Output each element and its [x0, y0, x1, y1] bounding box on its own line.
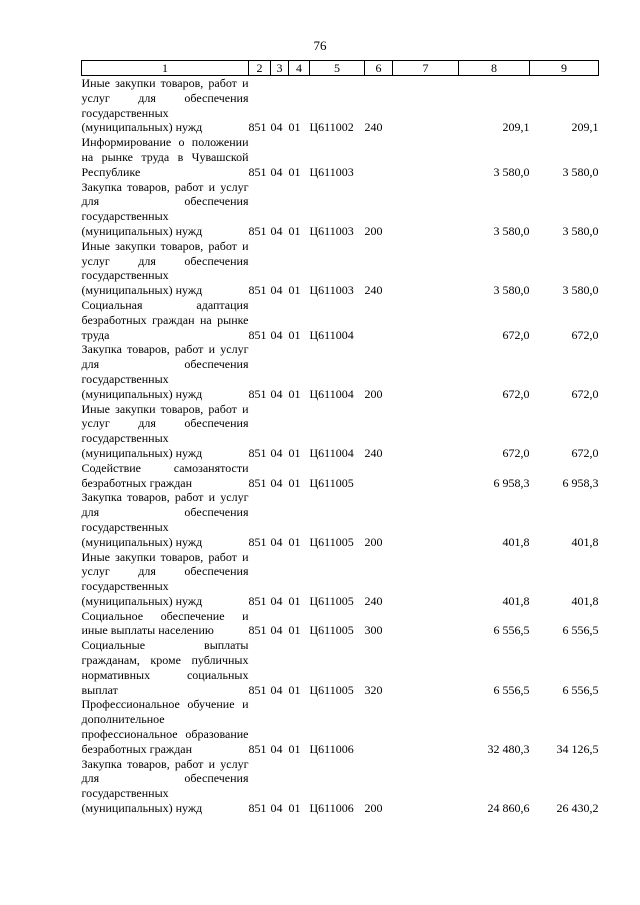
target-article-cell: Ц611005 — [309, 534, 354, 549]
ministry-code-cell: 851 — [248, 120, 267, 135]
subsection-code-cell: 01 — [288, 164, 301, 179]
column-7-cell — [393, 461, 459, 491]
column-header: 3 — [271, 61, 289, 76]
section-code-cell: 04 — [270, 283, 283, 298]
table-row — [82, 609, 599, 639]
amount-year-2-cell: 6 958,3 — [562, 475, 599, 490]
section-code-cell: 04 — [270, 445, 283, 460]
expense-type-cell — [365, 135, 393, 179]
amount-year-2-cell: 3 580,0 — [562, 283, 599, 298]
amount-year-1-cell: 3 580,0 — [493, 164, 530, 179]
expense-type-cell: 240 — [364, 445, 383, 460]
column-7-cell — [393, 180, 459, 239]
section-code-cell: 04 — [270, 386, 283, 401]
ministry-code-cell: 851 — [248, 593, 267, 608]
section-code-cell: 04 — [270, 164, 283, 179]
amount-year-1-cell: 3 580,0 — [493, 223, 530, 238]
amount-year-2-cell: 672,0 — [571, 386, 599, 401]
column-header: 5 — [310, 61, 365, 76]
column-7-cell — [393, 402, 459, 461]
amount-year-2-cell: 26 430,2 — [556, 801, 599, 816]
amount-year-2-cell: 6 556,5 — [562, 682, 599, 697]
ministry-code-cell: 851 — [248, 327, 267, 342]
row-name-cell: Закупка товаров, работ и услуг для обеспечения государственных (муниципальных) нужд — [81, 179, 249, 238]
column-7-cell — [393, 135, 459, 179]
section-code-cell: 04 — [270, 223, 283, 238]
row-name-cell: Иные закупки товаров, работ и услуг для обеспечения государственных (муниципальных) нужд — [81, 549, 249, 608]
section-code-cell: 04 — [270, 741, 283, 756]
amount-year-2-cell: 672,0 — [571, 327, 599, 342]
table-row — [82, 342, 599, 401]
amount-year-1-cell: 3 580,0 — [493, 283, 530, 298]
amount-year-2-cell: 3 580,0 — [562, 223, 599, 238]
column-header: 7 — [393, 61, 459, 76]
row-name-cell: Иные закупки товаров, работ и услуг для обеспечения государственных (муниципальных) нужд — [81, 401, 249, 460]
subsection-code-cell: 01 — [288, 223, 301, 238]
ministry-code-cell: 851 — [248, 623, 267, 638]
column-header: 2 — [249, 61, 271, 76]
subsection-code-cell: 01 — [288, 386, 301, 401]
section-code-cell: 04 — [270, 801, 283, 816]
column-7-cell — [393, 697, 459, 756]
section-code-cell: 04 — [270, 623, 283, 638]
amount-year-2-cell: 672,0 — [571, 445, 599, 460]
column-7-cell — [393, 239, 459, 298]
target-article-cell: Ц611002 — [309, 120, 354, 135]
column-7-cell — [393, 76, 459, 136]
expense-type-cell — [365, 298, 393, 342]
subsection-code-cell: 01 — [288, 327, 301, 342]
table-row — [82, 638, 599, 697]
expense-type-cell: 200 — [364, 386, 383, 401]
subsection-code-cell: 01 — [288, 593, 301, 608]
amount-year-1-cell: 209,1 — [502, 120, 530, 135]
section-code-cell: 04 — [270, 593, 283, 608]
amount-year-1-cell: 24 860,6 — [487, 801, 530, 816]
ministry-code-cell: 851 — [248, 801, 267, 816]
table-body — [82, 76, 599, 816]
table-row — [82, 76, 599, 136]
expense-type-cell: 200 — [364, 801, 383, 816]
column-header: 8 — [459, 61, 530, 76]
column-7-cell — [393, 757, 459, 816]
row-name-cell: Информирование о положении на рынке труда в Чувашской Республике — [81, 135, 249, 179]
section-code-cell: 04 — [270, 475, 283, 490]
amount-year-1-cell: 6 556,5 — [493, 623, 530, 638]
row-name-cell: Закупка товаров, работ и услуг для обеспечения государственных (муниципальных) нужд — [81, 490, 249, 549]
column-7-cell — [393, 298, 459, 342]
table-row — [82, 461, 599, 491]
amount-year-1-cell: 6 958,3 — [493, 475, 530, 490]
table-row — [82, 550, 599, 609]
expense-type-cell: 240 — [364, 120, 383, 135]
subsection-code-cell: 01 — [288, 801, 301, 816]
column-header: 1 — [82, 61, 249, 76]
subsection-code-cell: 01 — [288, 534, 301, 549]
page-number: 76 — [313, 38, 327, 53]
subsection-code-cell: 01 — [288, 741, 301, 756]
table-row — [82, 757, 599, 816]
subsection-code-cell: 01 — [288, 682, 301, 697]
row-name-cell: Закупка товаров, работ и услуг для обеспечения государственных (муниципальных) нужд — [81, 342, 249, 401]
amount-year-2-cell: 209,1 — [571, 120, 599, 135]
subsection-code-cell: 01 — [288, 283, 301, 298]
ministry-code-cell: 851 — [248, 164, 267, 179]
amount-year-2-cell: 401,8 — [571, 534, 599, 549]
section-code-cell: 04 — [270, 534, 283, 549]
amount-year-2-cell: 3 580,0 — [562, 164, 599, 179]
amount-year-1-cell: 401,8 — [502, 534, 530, 549]
ministry-code-cell: 851 — [248, 741, 267, 756]
table-row — [82, 298, 599, 342]
expense-type-cell: 200 — [364, 534, 383, 549]
ministry-code-cell: 851 — [248, 682, 267, 697]
target-article-cell: Ц611003 — [309, 223, 354, 238]
section-code-cell: 04 — [270, 120, 283, 135]
column-7-cell — [393, 638, 459, 697]
column-7-cell — [393, 342, 459, 401]
ministry-code-cell: 851 — [248, 386, 267, 401]
amount-year-1-cell: 401,8 — [502, 593, 530, 608]
row-name-cell: Содействие самозанятости безработных граждан — [81, 460, 249, 490]
row-name-cell: Социальная адаптация безработных граждан на рынке труда — [81, 297, 249, 342]
target-article-cell: Ц611003 — [309, 283, 354, 298]
column-7-cell — [393, 609, 459, 639]
column-7-cell — [393, 550, 459, 609]
expense-type-cell: 240 — [364, 283, 383, 298]
target-article-cell: Ц611005 — [309, 475, 354, 490]
target-article-cell: Ц611005 — [309, 623, 354, 638]
target-article-cell: Ц611005 — [309, 593, 354, 608]
target-article-cell: Ц611004 — [309, 445, 354, 460]
subsection-code-cell: 01 — [288, 120, 301, 135]
target-article-cell: Ц611003 — [309, 164, 354, 179]
expense-type-cell: 200 — [364, 223, 383, 238]
table-row — [82, 135, 599, 179]
ministry-code-cell: 851 — [248, 534, 267, 549]
amount-year-1-cell: 6 556,5 — [493, 682, 530, 697]
row-name-cell: Иные закупки товаров, работ и услуг для обеспечения государственных (муниципальных) нужд — [81, 76, 249, 135]
target-article-cell: Ц611006 — [309, 801, 354, 816]
column-header: 6 — [365, 61, 393, 76]
row-name-cell: Закупка товаров, работ и услуг для обеспечения государственных (муниципальных) нужд — [81, 756, 249, 816]
expense-type-cell — [365, 697, 393, 756]
table-row — [82, 697, 599, 756]
amount-year-1-cell: 672,0 — [502, 445, 530, 460]
amount-year-1-cell: 672,0 — [502, 327, 530, 342]
subsection-code-cell: 01 — [288, 623, 301, 638]
ministry-code-cell: 851 — [248, 283, 267, 298]
amount-year-2-cell: 401,8 — [571, 593, 599, 608]
column-7-cell — [393, 490, 459, 549]
budget-table — [81, 60, 599, 816]
subsection-code-cell: 01 — [288, 445, 301, 460]
expense-type-cell — [365, 461, 393, 491]
row-name-cell: Социальное обеспечение и иные выплаты населению — [81, 608, 249, 638]
header-row — [82, 61, 599, 76]
expense-type-cell: 300 — [364, 623, 383, 638]
ministry-code-cell: 851 — [248, 445, 267, 460]
table-row — [82, 239, 599, 298]
section-code-cell: 04 — [270, 327, 283, 342]
ministry-code-cell: 851 — [248, 475, 267, 490]
row-name-cell: Социальные выплаты гражданам, кроме публичных нормативных социальных выплат — [81, 638, 249, 697]
column-header: 9 — [530, 61, 599, 76]
amount-year-1-cell: 672,0 — [502, 386, 530, 401]
table-row — [82, 490, 599, 549]
target-article-cell: Ц611006 — [309, 741, 354, 756]
target-article-cell: Ц611004 — [309, 386, 354, 401]
amount-year-1-cell: 32 480,3 — [487, 741, 530, 756]
column-header: 4 — [289, 61, 310, 76]
amount-year-2-cell: 6 556,5 — [562, 623, 599, 638]
ministry-code-cell: 851 — [248, 223, 267, 238]
expense-type-cell: 240 — [364, 593, 383, 608]
target-article-cell: Ц611005 — [309, 682, 354, 697]
amount-year-2-cell: 34 126,5 — [556, 741, 599, 756]
section-code-cell: 04 — [270, 682, 283, 697]
expense-type-cell: 320 — [364, 682, 383, 697]
table-row — [82, 402, 599, 461]
row-name-cell: Профессиональное обучение и дополнительное профессиональное образование безработных граждан — [81, 697, 249, 756]
target-article-cell: Ц611004 — [309, 327, 354, 342]
table-row — [82, 180, 599, 239]
subsection-code-cell: 01 — [288, 475, 301, 490]
row-name-cell: Иные закупки товаров, работ и услуг для обеспечения государственных (муниципальных) нужд — [81, 238, 249, 298]
